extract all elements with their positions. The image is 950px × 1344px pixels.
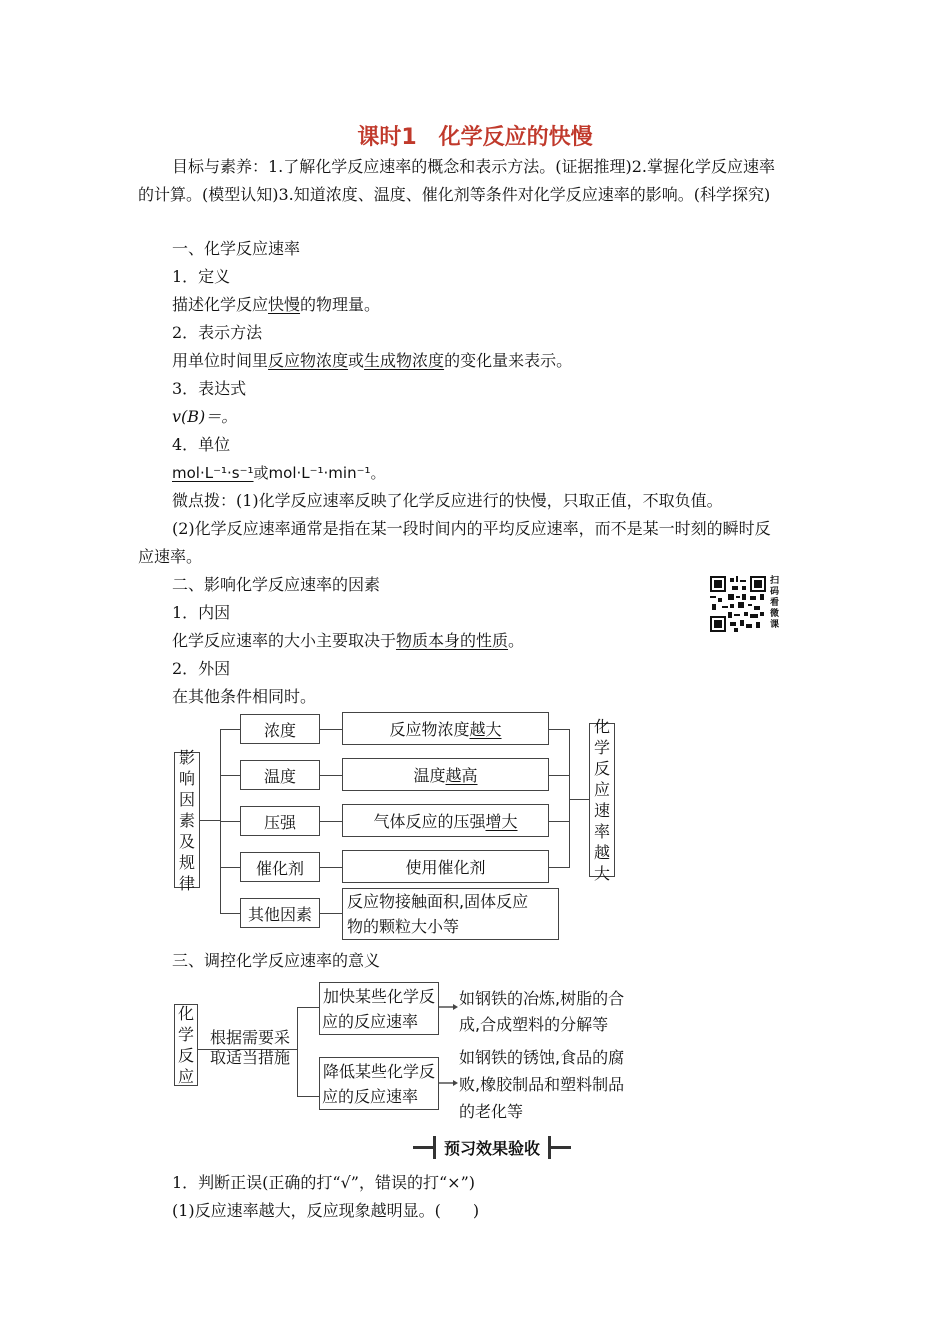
inner-cause-text: 化学反应速率的大小主要取决于物质本身的性质。 [172,631,525,650]
rule-catalyst: 使用催化剂 [342,850,549,883]
answer-blank: 物质本身的性质 [396,631,509,650]
tip-2a: (2)化学反应速率通常是指在某一段时间内的平均反应速率，而不是某一时刻的瞬时反 [172,519,771,538]
connector [220,867,240,868]
inner-cause-label: 1．内因 [172,603,231,622]
goals-line-2: 的计算。(模型认知)3.知道浓度、温度、催化剂等条件对化学反应速率的影响。(科学探究) [138,185,771,204]
expression-label: 3．表达式 [172,379,247,398]
factor-other: 其他因素 [240,898,320,928]
answer-blank: 越高 [445,766,478,785]
regulation-left-label: 化 学 反 应 [174,1004,198,1086]
section-2-heading: 二、影响化学反应速率的因素 [172,575,381,594]
method-text: 用单位时间里反应物浓度或生成物浓度的变化量来表示。 [172,351,573,370]
rule-concentration: 反应物浓度 越大 [342,712,549,745]
question-1: 1．判断正误(正确的打“√”，错误的打“×”) [172,1173,475,1192]
connector [220,729,240,730]
goals-line-1: 目标与素养：1.了解化学反应速率的概念和表示方法。(证据推理)2.掌握化学反应速率 [172,157,776,176]
connector [297,1007,319,1008]
connector [549,775,569,776]
outer-cause-text: 在其他条件相同时。 [172,687,317,706]
rule-temperature: 温度 越高 [342,758,549,791]
decelerate-examples: 如钢铁的锈蚀,食品的腐 败,橡胶制品和塑料制品 的老化等 [459,1048,625,1121]
rule-pressure: 气体反应的压强 增大 [342,804,549,837]
answer-blank: 生成物浓度 [364,351,445,370]
arrow-right-icon [439,1078,459,1088]
preview-banner: 预习效果验收 [413,1136,571,1158]
expression-text: v(B)＝。 [172,407,238,426]
connector [320,913,342,914]
section-3-heading: 三、调控化学反应速率的意义 [172,951,381,970]
answer-blank: 越大 [469,720,502,739]
diagram-right-label: 化 学 反 应 速 率 越 大 [589,723,615,877]
rule-other: 反应物接触面积,固体反应 物的颗粒大小等 [342,888,559,940]
connector [220,821,240,822]
unit-label: 4．单位 [172,435,231,454]
connector [297,1096,319,1097]
tip-2b: 应速率。 [138,547,203,566]
connector [320,821,342,822]
answer-blank: 增大 [485,812,518,831]
unit-text: mol·L⁻¹·s⁻¹或mol·L⁻¹·min⁻¹。 [172,464,386,482]
accelerate-box: 加快某些化学反 应的反应速率 [319,982,439,1035]
section-1-heading: 一、化学反应速率 [172,239,301,258]
outer-cause-label: 2．外因 [172,659,231,678]
tip-1: 微点拨：(1)化学反应速率反映了化学反应进行的快慢，只取正值，不取负值。 [172,491,723,510]
factor-catalyst: 催化剂 [240,852,320,882]
connector [569,799,589,800]
qr-code-icon[interactable] [710,576,766,632]
connector [297,1007,298,1097]
answer-blank: 快慢 [268,295,301,314]
connector [220,913,240,914]
method-label: 2．表示方法 [172,323,263,342]
diagram-left-label: 影 响 因 素 及 规 律 [174,752,200,888]
definition-text: 描述化学反应快慢的物理量。 [172,295,381,314]
regulation-method: 根据需要采 取适当措施 [210,1028,291,1067]
answer-blank: mol·L⁻¹·s⁻¹ [172,464,254,482]
definition-label: 1．定义 [172,267,231,286]
connector [220,775,240,776]
question-1-1: (1)反应速率越大，反应现象越明显。( ) [172,1201,480,1220]
qr-caption: 扫 码 看 微 课 [770,576,780,630]
factor-pressure: 压强 [240,806,320,836]
factor-concentration: 浓度 [240,714,320,744]
connector [320,729,342,730]
factor-temperature: 温度 [240,760,320,790]
connector [200,820,220,821]
connector [549,821,569,822]
accelerate-examples: 如钢铁的冶炼,树脂的合 成,合成塑料的分解等 [459,989,625,1034]
connector [549,729,569,730]
connector [320,775,342,776]
connector [320,867,342,868]
page-title: 课时1 化学反应的快慢 [357,125,593,150]
arrow-right-icon [439,1002,459,1012]
answer-blank: 反应物浓度 [268,351,349,370]
connector [549,867,569,868]
decelerate-box: 降低某些化学反 应的反应速率 [319,1057,439,1110]
